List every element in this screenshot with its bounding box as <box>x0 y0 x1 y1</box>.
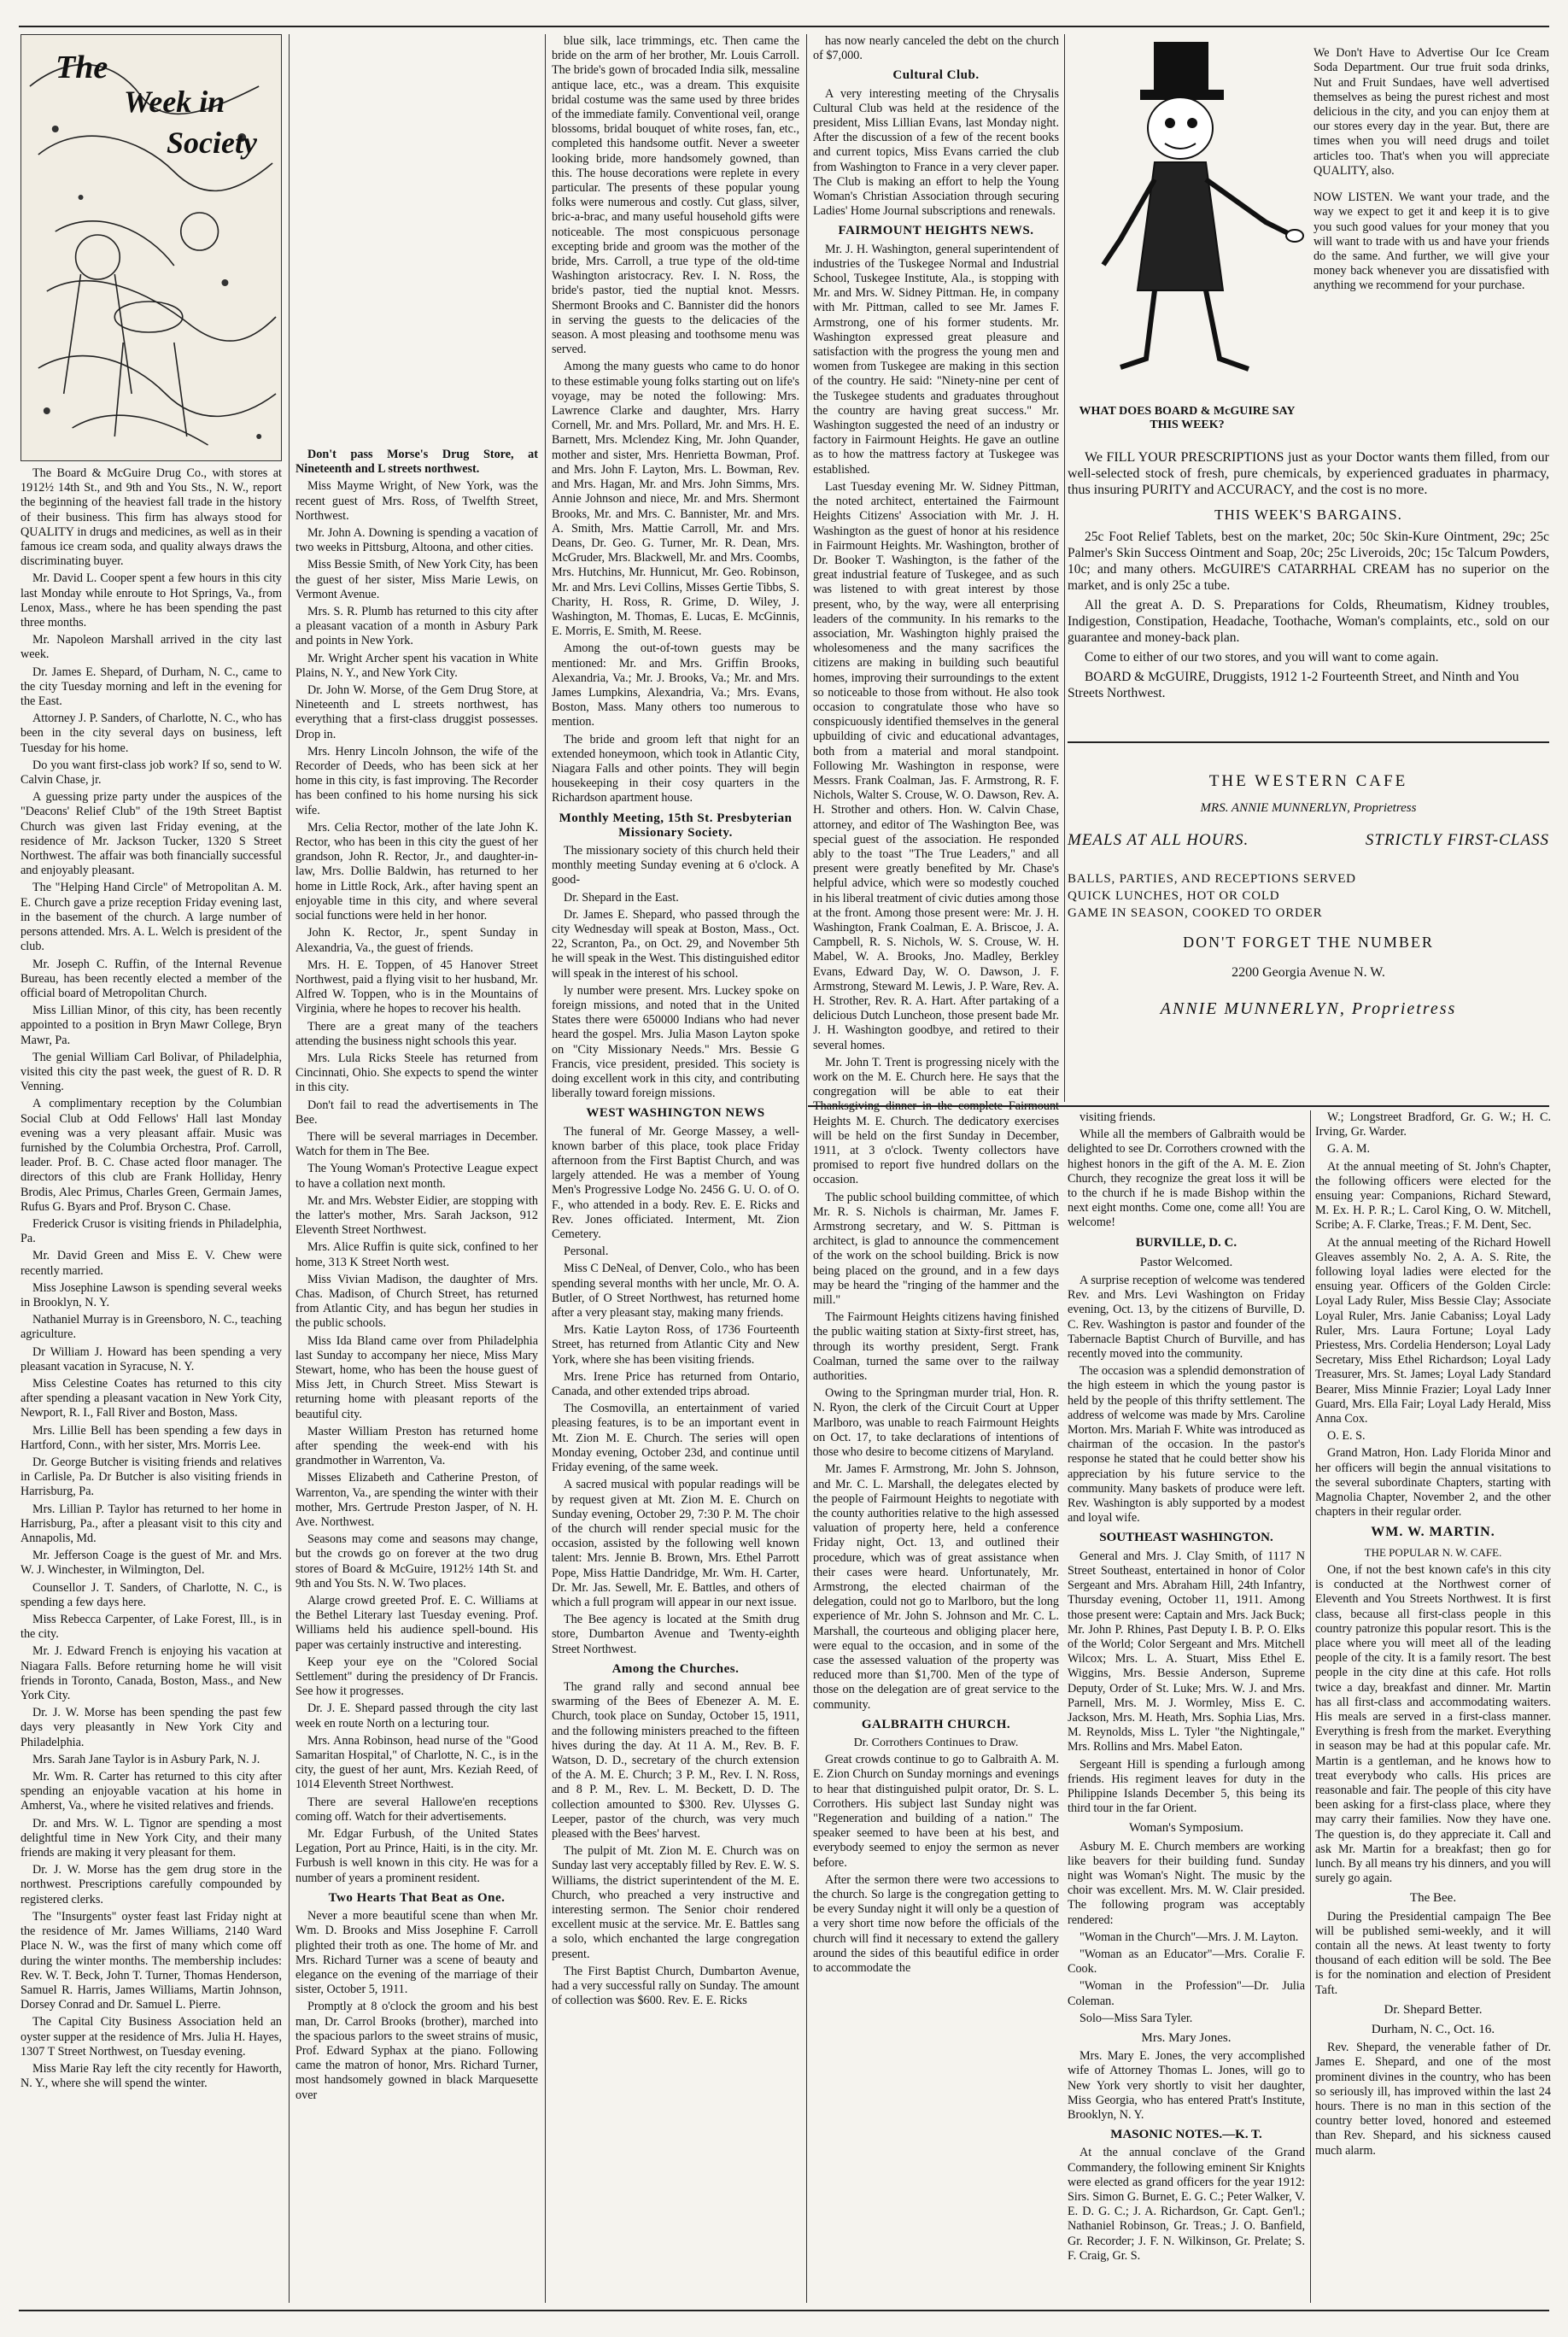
paragraph: Miss Lillian Minor, of this city, has been recently appointed to a position in Bryn Mawr College, Bryn Mawr, Pa. <box>20 1004 282 1047</box>
paragraph: Miss C DeNeal, of Denver, Colo., who has been spending several months with her uncle, Mr. O. A. Butler, of O Street Northwest, has returned home after a very pleasant stay, making many friends. <box>552 1262 799 1321</box>
cafe-service-3: GAME IN SEASON, COOKED TO ORDER <box>1068 906 1323 920</box>
story-heading: Two Hearts That Beat as One. <box>328 1890 506 1905</box>
paragraph: Mr. David L. Cooper spent a few hours in this city last Monday while enroute to Hot Springs, Va., from Lenox, Mass., where he has been spending the past three months. <box>20 571 282 630</box>
column-1 <box>20 34 282 2303</box>
column-3 <box>552 34 799 2303</box>
paragraph: Miss Josephine Lawson is spending several weeks in Brooklyn, N. Y. <box>20 1280 282 1309</box>
martin-body <box>1315 1563 1551 1886</box>
column-5-body <box>1068 1110 1305 1231</box>
cafe-services <box>1068 870 1549 922</box>
paragraph: "Woman in the Church"—Mrs. J. M. Layton. <box>1079 1930 1299 1944</box>
paragraph: The occasion was a splendid demonstration of the high esteem in which the young pastor is held by the people of this thrifty settlement. The address of welcome was made by Mrs. Caroline Morton. Mrs. Mariah F. White was introduced as chairman of the occasion. In the pastor's response he stated that he could better show his appreciation by his future service to the community. Many baskets of produce were left. Rev. Washington is ably supported by a modest and loyal wife. <box>1068 1364 1305 1526</box>
paragraph: Personal. <box>564 1245 609 1259</box>
cafe-address: 2200 Georgia Avenue N. W. <box>1232 965 1385 980</box>
paragraph: Miss Ida Bland came over from Philadelphia last Sunday to accompany her niece, Miss Mary Stewart, home, who has been the house guest of Miss Jett, in Church Street. Miss Stewart is returning home with pleasant reports of the beautiful city. <box>295 1333 538 1421</box>
monthly-meeting-heading: Monthly Meeting, 15th St. Presbyterian Missionary Society. <box>559 811 793 840</box>
paragraph: Mr. Joseph C. Ruffin, of the Internal Revenue Bureau, has been recently elected a member of the official board of Metropolitan Church. <box>20 957 282 1000</box>
paragraph: Rev. Shepard, the venerable father of Dr. James E. Shepard, and one of the most prominent divines in the country, who has been so seriously ill, has improved within the last 24 hours. There is no man in this section of the country better loved, honored and esteemed than Rev. Shepard, and his sickness caused much alarm. <box>1315 2041 1551 2158</box>
paragraph: Mr. John A. Downing is spending a vacation of two weeks in Pittsburg, Altoona, and other cities. <box>295 526 538 555</box>
paragraph: Dr William J. Howard has been spending a very pleasant vacation in Syracuse, N. Y. <box>20 1344 282 1374</box>
paragraph: Mrs. Sarah Jane Taylor is in Asbury Park, N. J. <box>32 1752 260 1766</box>
cafe-number-line: DON'T FORGET THE NUMBER <box>1183 934 1434 951</box>
cafe-service-1: BALLS, PARTIES, AND RECEPTIONS SERVED <box>1068 872 1356 886</box>
paragraph: Dr. John W. Morse, of the Gem Drug Store, at Nineteenth and L streets northwest, has everything that a first-class druggist possesses. Drop in. <box>295 683 538 741</box>
paragraph: Dr. Shepard in the East. <box>564 890 679 905</box>
paragraph: Asbury M. E. Church members are working like beavers for their building fund. Sunday night was Woman's Night. The music by the choir was excellent. Mrs. M. W. Clair presided. The following program was acceptably rendered: <box>1068 1839 1305 1927</box>
top-rule <box>19 26 1549 27</box>
column-6 <box>1315 1110 1551 2303</box>
burville-heading: BURVILLE, D. C. <box>1135 1235 1237 1250</box>
paragraph: Mr. J. Edward French is enjoying his vacation at Niagara Falls. Before returning home he will visit friends in Toronto, Canada, Boston, Mass., and New York City. <box>20 1644 282 1703</box>
paragraph: Dr. James E. Shepard, who passed through the city Wednesday will speak at Boston, Mass., Oct. 22, Scranton, Pa., on Oct. 29, and November 5th he will speak in the West. This distinguished editor will speak in the interest of his school. <box>552 907 799 981</box>
paragraph: O. E. S. <box>1327 1429 1366 1444</box>
cartoon-caption: WHAT DOES BOARD & McGUIRE SAY THIS WEEK? <box>1079 405 1296 431</box>
paragraph: Seasons may come and seasons may change, but the crowds go on forever at the two drug stores of Board & McGuire, 1912½ 14th St. and 9th and You Sts. N. W. Two places. <box>295 1532 538 1590</box>
paragraph: Dr. James E. Shepard, of Durham, N. C., came to the city Tuesday morning and left in the evening for the East. <box>20 665 282 709</box>
martin-subheading: THE POPULAR N. W. CAFE. <box>1364 1545 1502 1559</box>
come-again: Come to either of our two stores, and you will want to come again. <box>1085 650 1439 665</box>
morse-drug-store-lead: Don't pass Morse's Drug Store, at Nineteenth and L streets northwest. <box>295 448 538 477</box>
paragraph: The Capital City Business Association held an oyster supper at the residence of Mrs. Julia H. Hayes, 1307 T Street Northwest, on Tuesday evening. <box>20 2015 282 2059</box>
southeast-heading: SOUTHEAST WASHINGTON. <box>1099 1531 1273 1545</box>
paragraph: The "Helping Hand Circle" of Metropolitan A. M. E. Church gave a prize reception Friday evening last, in the basement of the church. A large number of persons attended. Mrs. A. L. Welch is president of the club. <box>20 881 282 954</box>
paragraph: The First Baptist Church, Dumbarton Avenue, had a very successful rally on Sunday. The amount of collection was $600. Rev. E. E. Ricks <box>552 1964 799 2008</box>
paragraph: G. A. M. <box>1327 1142 1371 1157</box>
paragraph: blue silk, lace trimmings, etc. Then came the bride on the arm of her brother, Mr. Louis Carroll. The bride's gown of brocaded India silk, messaline antique lace, etc., was a dream. This exquisite bridal costume was the same used by three brides of the immediate family. Conventional veil, orange blossoms, bridal bouquet of white roses, fan, etc., completed this handsome outfit. Never a sweeter looking bride, more handsomely gowned, than this. The house decorations were replete in every particular. The presents of these popular young folks were numerous and costly. Cut glass, silver, bric-a-brac, and many useful household gifts were noticeable. The most conspicuous personage excepting bride and groom was the mother of the bride, Mrs. Carroll, a true type of the old-time Washington aristocracy. Rev. I. N. Ross, the bride's pastor, tied the nuptial knot. Messrs. Shermont Brooks and C. Bannister did the honors in serving the guests to the delicacies of the season. A most pleasing and toothsome menu was served. <box>552 34 799 357</box>
paragraph: The Cosmovilla, an entertainment of varied pleasing features, is to be an important event in Mt. Zion M. E. Church. The series will open Monday evening, October 23d, and continue until Friday evening, of the same week. <box>552 1402 799 1475</box>
paragraph: "Woman in the Profession"—Dr. Julia Coleman. <box>1068 1979 1305 2008</box>
paragraph: Among the out-of-town guests may be mentioned: Mr. and Mrs. Griffin Brooks, Alexandria, Va.; Mr. J. Brooks, Va.; Mr. and Mrs. James Lumpkins, Alexandria, Va.; Mrs. Evans, Boston, Mass. Many others too numerous to mention. <box>552 641 799 729</box>
cartoon-figure-icon <box>1069 34 1305 401</box>
cafe-name: THE WESTERN CAFE <box>1208 772 1408 790</box>
prescriptions-intro: We FILL YOUR PRESCRIPTIONS just as your Doctor wants them filled, from our well-selected stock of fresh, pure chemicals, by experienced graduates in pharmacy, thus insuring PURITY and ACCURACY, and the cost is no more. <box>1068 450 1549 497</box>
paragraph: Mr. Jefferson Coage is the guest of Mr. and Mrs. W. J. Winchester, in Wilmington, Del. <box>20 1549 282 1578</box>
southeast-body <box>1068 1549 1305 1817</box>
column-6-body <box>1315 1110 1551 1520</box>
column-5 <box>1068 1110 1305 2303</box>
bottom-rule <box>19 2310 1549 2311</box>
galbraith-subheading: Dr. Corrothers Continues to Draw. <box>853 1736 1019 1749</box>
paragraph: Mrs. Lula Ricks Steele has returned from Cincinnati, Ohio. She expects to spend the winter in this city. <box>295 1051 538 1095</box>
paragraph: Miss Mayme Wright, of New York, was the recent guest of Mrs. Ross, of Twelfth Street, Northwest. <box>295 479 538 523</box>
paragraph: The Board & McGuire Drug Co., with stores at 1912½ 14th St., and 9th and You Sts., N. W., report the beginning of the heaviest fall trade in the history of their business. This firm has always stood for QUALITY in drugs and medicines, as well as in their famous ice cream soda, and quality always draws the discriminating buyer. <box>20 466 282 569</box>
paragraph: We Don't Have to Advertise Our Ice Cream Soda Department. Our true fruit soda drinks, Nut and Fruit Sundaes, have well advertised themselves as being the purest richest and most delicious in the city, and you can enjoy them at our stores every day in the year. But, there are times when you will need drugs and toilet articles too. That's when you will appreciate QUALITY, also. <box>1313 46 1549 178</box>
churches-heading: Among the Churches. <box>611 1661 740 1676</box>
paragraph: Miss Rebecca Carpenter, of Lake Forest, Ill., is in the city. <box>20 1613 282 1642</box>
paragraph: Mrs. Alice Ruffin is quite sick, confined to her home, 313 K Street North west. <box>295 1240 538 1269</box>
paragraph: Mrs. Henry Lincoln Johnson, the wife of the Recorder of Deeds, who has been sick at her home in this city, is fast improving. The Recorder has been confined to his home nursing his sick wife. <box>295 744 538 817</box>
column-2-body <box>295 479 538 1885</box>
western-cafe-ad <box>1068 750 1549 1100</box>
paragraph: A very interesting meeting of the Chrysalis Cultural Club was held at the residence of the president, Miss Lillian Evans, last Monday night. After the discussion of a few of the recent books and current topics, Miss Evans carried the club from Washington to France in a very clever paper. The Club is making an effort to help the Young Woman's Christian Association through securing Ladies' Home Journal subscriptions and renewals. <box>813 86 1059 219</box>
symposium-body <box>1068 1840 1305 2026</box>
cartoon-illustration <box>1069 34 1305 401</box>
paragraph: Mr. John T. Trent is progressing nicely with the work on the M. E. Church here. He says that the congregation will be able to eat their Heights M. E. Church. The dedicatory exercises will be held on the first Sunday in December, 1911, at 3 o'clock. Twenty collectors have promised to report five hundred dollars on the occasion. <box>813 1055 1059 1187</box>
paragraph: Mrs. S. R. Plumb has returned to this city after a pleasant vacation of a month in Asbury Park and points in New York. <box>295 605 538 648</box>
paragraph: Miss Bessie Smith, of New York City, has been the guest of her sister, Miss Marie Lewis, on Vermont Avenue. <box>295 558 538 601</box>
paragraph: The Fairmount Heights citizens having finished the public waiting station at Sixty-first street, has, through its worthy president, Sergt. Frank Coalman, turned the same over to the railway authorities. <box>813 1310 1059 1384</box>
paragraph: The funeral of Mr. George Massey, a well-known barber of this place, took place Friday afternoon from the First Baptist Church, and was largely attended. He was a member of Young Men's Progressive Lodge No. 2456 G. U. O. of O. F., who attended in a body. Rev. E. E. Ricks and Rev. Jones officiated. Interment, Mt. Zion Cemetery. <box>552 1124 799 1242</box>
paragraph: General and Mrs. J. Clay Smith, of 1117 N Street Southeast, entertained in honor of Color Sergeant and Mrs. Abraham Hill, 24th Infantry, Thursday evening, October 11, 1911. Among those present were: Captain and Mrs. Jack Buck; Mr. John P. Rhines, Past Deputy I. B. P. O. Elks of the World; Color Sergeant and Mrs. Mitchell Wilcox; Mrs. L. A. Stuart, Miss Ethel E. Wiggins, Mrs. Bessie Anderson, Supreme Deputy, Order of St. Luke; Mrs. W. J. and Mrs. Parnell, Mrs. M. J. Wormley, Miss E. C. Jackson, Mrs. M. Heath, Mrs. Sophia Lias, Mrs. M. Reynolds, Miss L. Tyler "the Nightingale," Mrs. Rollins and Mrs. Mabel Eaton. <box>1068 1549 1305 1754</box>
shepard-heading: Dr. Shepard Better. <box>1384 2002 1483 2017</box>
masthead-society: Society <box>167 126 257 160</box>
paragraph: The pulpit of Mt. Zion M. E. Church was on Sunday last very acceptably filled by Rev. E. W. S. Williams, the district superintendent of the M. E. Church, who preached a very instructive and interesting sermon. The Senior choir rendered excellent music at the service. Mr. E. Battles sang a solo, which enchanted the large congregation present. <box>552 1844 799 1961</box>
paragraph: The Young Woman's Protective League expect to have a collation next month. <box>295 1162 538 1191</box>
paragraph: After the sermon there were two accessions to the church. So large is the congregation getting to be every Sunday night it will only be a question of a very short time now before the officials of the church will find it necessary to extend the gallery around the sides of this beautiful edifice in order to accommodate the <box>813 1872 1059 1975</box>
ad-bottom-rule <box>808 1105 1549 1107</box>
paragraph: At the annual conclave of the Grand Commandery, the following eminent Sir Knights were elected as grand officers for the year 1912: Sirs. Simon G. Burnet, E. G. C.; Peter Walker, V. E. D. G. C.; J. A. Richardson, Gr. Capt. Gen'l.; Nathaniel Robinson, Gr. Treas.; J. O. Banfield, Gr. Recorder; J. F. N. Wilkinson, Gr. Prelate; S. F. Craig, Gr. S. <box>1068 2146 1305 2263</box>
paragraph: While all the members of Galbraith would be delighted to see Dr. Corrothers crowned with the highest honors in the gift of the A. M. E. Zion Church, they recognize the great loss it will be to the church if he is made Bishop within the next eight months. Come one, come all! You are welcome! <box>1068 1128 1305 1230</box>
column-divider <box>289 34 290 2303</box>
column-divider <box>1064 34 1065 1102</box>
paragraph: Never a more beautiful scene than when Mr. Wm. D. Brooks and Miss Josephine F. Carroll plighted their troth as one. The home of Mr. and Mrs. Richard Turner was a scene of beauty and elegance on the evening of the marriage of their sister, October 5, 1911. <box>295 1909 538 1997</box>
paragraph: Last Tuesday evening Mr. W. Sidney Pittman, the noted architect, entertained the Fairmount Heights Citizens' Association with Mr. J. H. Washington as the guest of honor at his residence in Fairmount Heights. Mr. Washington, brother of Dr. Booker T. Washington, is the father of the great industrial feature of Tuskegee, and as such was listened to with great interest by those present, who, by the way, were all enterprising leaders of the community. In his remarks to the association, Mr. Washington highly praised the wholesomeness and the many sacrifices the citizens are making in building such beautiful homes, improving their surroundings to the extent so noticeable to those from without. He also took occasion to congratulate those who have so conspicuously identified themselves in the general upbuilding of civic and educational advantages, both from a material and moral standpoint. Following Mr. Washington in response, were Messrs. Frank Coalman, Jas. F. Armstrong, R. F. Nichols, Walter S. Crouse, W. O. Dawson, Rev. A. H. Strother and others. Hon. W. Calvin Chase, attorney, and editor of The Washington Bee, was special guest of the association. He responded ably to the toast "The True Leaders," and all present were greatly benefited by Mr. Chase's helpful advice, which were so modestly couched in his liberal treatment of civic duties among those at the front. Among those present were: Mr. J. H. Washington, Frank Coalman, E. A. Briscoe, J. A. Campbell, R. S. Nichols, W. S. Crouse, W. H. Mabel, W. A. Brooks, Jno. Madley, Berkley Evans, Edward Day, W. O. Dawson, J. F. Armstrong, Steward M. Lewis, J. P. Ware, Rev. A. H. Strother, Rev. R. A. Hart. After partaking of a delicious Dutch Luncheon, those present bade Mr. J. H. Washington goodbye, and retired to their several homes. <box>813 479 1059 1052</box>
paragraph: Dr. J. E. Shepard passed through the city last week en route North on a lecturing tour. <box>295 1702 538 1731</box>
paragraph: Mrs. Lillie Bell has been spending a few days in Hartford, Conn., with her sister, Mrs. Morris Lee. <box>20 1423 282 1452</box>
paragraph: Mr. Wright Archer spent his vacation in White Plains, N. Y., and New York City. <box>295 651 538 680</box>
paragraph: Keep your eye on the "Colored Social Settlement" during the presidency of Dr Francis. See how it progresses. <box>295 1655 538 1699</box>
paragraph: Mr. and Mrs. Webster Eidier, are stopping with the latter's mother, Mrs. Sarah Jackson, 912 Eleventh Street Northwest. <box>295 1193 538 1238</box>
paragraph: Master William Preston has returned home after spending the week-end with his grandmother in Warrenton, Va. <box>295 1424 538 1468</box>
shepard-subheading: Durham, N. C., Oct. 16. <box>1371 2022 1495 2036</box>
column-divider <box>1310 1110 1311 2303</box>
board-signature: BOARD & McGUIRE, Druggists, 1912 1-2 Fourteenth Street, and Ninth and You Streets Northwest. <box>1068 670 1519 700</box>
paragraph: Great crowds continue to go to Galbraith A. M. E. Zion Church on Sunday mornings and evenings to hear that distinguished pulpit orator, Dr. S. L. Corrothers. His subject last Sunday night was "Regeneration and building of a nation." The speaker seemed to have been at his best, and everybody seemed to enjoy the sermon as never before. <box>813 1753 1059 1870</box>
paragraph: Among the many guests who came to do honor to these estimable young folks starting out on life's voyage, may be noted the following: Mrs. Lawrence Clarke and daughter, Mrs. Harry Cornell, Mr. and Mrs. Pollard, Mr. and Mrs. H. E. Barnett, Mrs. Mclendez King, Mr. John Quander, mother and sister, Mrs. Henrietta Bowman, Prof. and Mrs. John F. Layton, Mrs. L. Bowman, Rev. and Mrs. Hagan, Mr. and Mrs. John Simms, Mrs. Annie Johnson and niece, Mr. and Mrs. Shermont Brooks, Mr. and Mrs. C. Bannister, Mr. and Mrs. A. Smith, Mrs. Mattie Carroll, Mr. and Mrs. Deans, Dr. Geo. G. Turner, Mr. R. Dean, Mrs. McGruder, Mrs. Blackwell, Mr. and Mrs. Coombs, Mrs. Hutchins, Mr. Hunnicut, Mr. Geo. Robinson, Mr. and Mrs. Levi Collins, Misses Gertie Tibbs, S. Charity, H. Ross, R. Grime, D. Wiley, J. Washington, M. Thomas, E. Lucas, E. McGinnis, E. Morris, E. Smith, M. Reese. <box>552 360 799 639</box>
masthead-week-in: Week in <box>124 85 225 119</box>
fairmount-body <box>813 243 1059 1713</box>
paragraph: Mrs. Lillian P. Taylor has returned to her home in Harrisburg, Pa., after a pleasant visit to this city and Annapolis, Md. <box>20 1502 282 1546</box>
west-washington-body <box>552 1125 799 1657</box>
paragraph: Sergeant Hill is spending a furlough among friends. His regiment leaves for duty in the Philippine Islands December 5, this being its third tour in the far Orient. <box>1068 1757 1305 1816</box>
paragraph: Dr. J. W. Morse has the gem drug store in the northwest. Prescriptions carefully compounded by registered clerks. <box>20 1863 282 1906</box>
paragraph: Promptly at 8 o'clock the groom and his best man, Dr. Carrol Brooks (brother), marched into the spacious parlors to the sweet strains of music, Prof. Edward Syphax at the piano. Following came the matron of honor, Mrs. Richard Turner, most handsomely gowned in black Marquesette over <box>295 2000 538 2102</box>
paragraph: The bride and groom left that night for an extended honeymoon, which took in Atlantic City, Niagara Falls and other points. They will begin housekeeping in their cosy quarters in the Richardson apartment house. <box>552 732 799 805</box>
paragraph: There are several Hallowe'en receptions coming off. Watch for their advertisements. <box>295 1795 538 1824</box>
paragraph: Mr. J. H. Washington, general superintendent of industries of the Tuskegee Normal and Industrial School, Tuskegee Institute, Ala., is stopping with Mr. and Mrs. W. Sidney Pittman. He, in company with Mr. Pittman, called to see Mr. James F. Armstrong, one of his former students. Mr. Washington expressed great pleasure and satisfaction with the progress the young men and women from Tuskegee are making in this section of the country. He said: "Ninety-nine per cent of the Tuskegee students and graduates throughout the country are having great success." Mr. Washington suggested the need of an industry or factory in Fairmount Heights. He gave an outline as to how the mattress factory at Tuskegee was established. <box>813 242 1059 477</box>
galbraith-body <box>813 1753 1059 1976</box>
cafe-service-2: QUICK LUNCHES, HOT OR COLD <box>1068 889 1280 903</box>
paragraph: Mrs. Celia Rector, mother of the late John K. Rector, who has been in this city the guest of her grandson, John R. Rector, Jr., and daughter-in-law, Mrs. Dollie Baldwin, has returned to her home in Little Rock, Ark., after having spent an enjoyable time in this city, and where several social functions were held in her honor. <box>295 820 538 923</box>
ice-cream-ad <box>1313 34 1549 436</box>
paragraph: Mr. David Green and Miss E. V. Chew were recently married. <box>20 1249 282 1278</box>
paragraph: There are a great many of the teachers attending the business night schools this year. <box>295 1019 538 1048</box>
paragraph: A sacred musical with popular readings will be by request given at Mt. Zion M. E. Church on Sunday evening, October 29, 7:30 P. M. The choir of the church will render special music for the occasion, assisted by the following well known talent: Mrs. Jennie B. Brown, Mrs. Ethel Parrott Pope, Miss Hattie Dandridge, Mr. Wm. H. Carter, Dr. Mr. Jas. Sewell, Mr. E. Battles, and others of which a full program will appear in our next issue. <box>552 1478 799 1609</box>
paragraph: Attorney J. P. Sanders, of Charlotte, N. C., who has been in the city several days on business, left Tuesday for his home. <box>20 712 282 755</box>
paragraph: visiting friends. <box>1079 1110 1156 1124</box>
paragraph: Nathaniel Murray is in Greensboro, N. C., teaching agriculture. <box>20 1313 282 1342</box>
paragraph: ly number were present. Mrs. Luckey spoke on foreign missions, and noted that in the United States there were 650000 Indians who had never heard the gospel. Mrs. Julia Mason Layton spoke on "City Missionary Needs." Mrs. Bessie G Francis, vice president, presided. This society is doing excellent work in this city, and contributing liberally toward foreign missions. <box>552 983 799 1101</box>
paragraph: Mrs. H. E. Toppen, of 45 Hanover Street Northwest, paid a flying visit to her husband, Mr. Alfred W. Toppen, who is in the Mountains of Virginia, where he hopes to recover his health. <box>295 958 538 1016</box>
paragraph: The genial William Carl Bolivar, of Philadelphia, visited this city the past week, the guest of R. D. R Venning. <box>20 1050 282 1094</box>
paragraph: W.; Longstreet Bradford, Gr. G. W.; H. C. Irving, Gr. Warder. <box>1315 1110 1551 1139</box>
paragraph: NOW LISTEN. We want your trade, and the way we expect to get it and keep it is to give you such good values for your money that you will want to trade with us and have your friends do the same. And further, we will give your money back whenever you are dissatisfied with anything we recommend for your purchase. <box>1313 190 1549 293</box>
masonic-heading: MASONIC NOTES.—K. T. <box>1110 2128 1262 2142</box>
cafe-proprietress-line: MRS. ANNIE MUNNERLYN, Proprietress <box>1200 801 1417 815</box>
paragraph: "Woman as an Educator"—Mrs. Coralie F. Cook. <box>1068 1947 1305 1977</box>
paragraph: Dr. and Mrs. W. L. Tignor are spending a most delightful time in New York City, and their many friends are making it very pleasant for them. <box>20 1816 282 1860</box>
paragraph: John K. Rector, Jr., spent Sunday in Alexandria, Va., the guest of friends. <box>295 926 538 955</box>
paragraph: Miss Marie Ray left the city recently for Haworth, N. Y., where she will spend the winter. <box>20 2061 282 2091</box>
paragraph: Mr. Napoleon Marshall arrived in the city last week. <box>20 633 282 662</box>
paragraph: Grand Matron, Hon. Lady Florida Minor and her officers will begin the annual visitations to the several subordinate Chapters, starting with Magnolia Chapter, November 2, and the other chapters in their regular order. <box>1315 1446 1551 1520</box>
monthly-meeting-body <box>552 844 799 1101</box>
martin-heading: WM. W. MARTIN. <box>1371 1525 1495 1540</box>
bee-body <box>1315 1910 1551 1998</box>
burville-subheading: Pastor Welcomed. <box>1139 1255 1233 1269</box>
column-3-body <box>552 34 799 806</box>
paragraph: The missionary society of this church held their monthly meeting Sunday evening at 6 o'clock. A good- <box>552 843 799 887</box>
cafe-meals: MEALS AT ALL HOURS. <box>1068 831 1249 849</box>
cafe-signature: ANNIE MUNNERLYN, Proprietress <box>1160 999 1457 1018</box>
paragraph: Don't fail to read the advertisements in The Bee. <box>295 1098 538 1127</box>
column-4-body <box>813 34 1059 63</box>
column-divider <box>806 34 807 2303</box>
paragraph: Solo—Miss Sara Tyler. <box>1079 2011 1193 2025</box>
paragraph: A guessing prize party under the auspices of the "Deacons' Relief Club" of the 19th Street Baptist Church was given last Friday evening, at the residence of Mr. Jackson Tucker, 1320 S Street Northwest. The affair was both financially successful and enjoyably pleasant. <box>20 790 282 878</box>
paragraph: Misses Elizabeth and Catherine Preston, of Warrenton, Va., are spending the winter with their mother, Mrs. Gertrude Preston Jasper, of N. H. Ave. Northwest. <box>295 1471 538 1530</box>
paragraph: A complimentary reception by the Columbian Social Club at Odd Fellows' Hall last Monday evening was a very pleasant affair. Music was furnished by the Columbia Orchestra, Prof. Carroll, leader. Prof. B. C. Chase acted floor manager. The directors of this club are Frank Holliday, Henry Brodis, Alec Primus, Charles Green, Germain James, Rufus G. Byars and Prof. Bryson C. Chase. <box>20 1097 282 1214</box>
paragraph: Mrs. Anna Robinson, head nurse of the "Good Samaritan Hospital," of Charlotte, N. C., is in the city, the guest of her aunt, Mrs. Keziah Reed, of 1014 Eleventh Street Northwest. <box>295 1733 538 1792</box>
west-washington-heading: WEST WASHINGTON NEWS <box>586 1106 765 1121</box>
ad-divider-rule <box>1068 741 1549 743</box>
paragraph: At the annual meeting of St. John's Chapter, the following officers were elected for the ensuing year: Companions, Richard Steward, M. Ex. H. P. R.; L. Carol King, O. W. Mitchell, Scribe; A. F. Clarke, Treas.; F. M. Dent, Sec. <box>1315 1159 1551 1233</box>
churches-body <box>552 1680 799 2008</box>
column-4 <box>813 34 1059 2303</box>
paragraph: At the annual meeting of the Richard Howell Gleaves assembly No. 2, A. A. S. Rite, the following loyal ladies were elected for the ensuing year. Officers of the Golden Circle: Loyal Lady Ruler, Miss Bessie Clay; Associate Loyal Ruler, Mrs. Janie Cabaniss; Loyal Lady Ruler, Mrs. Laura Fortune; Loyal Lady Priestess, Mrs. Cordelia Henderson; Loyal Lady Secretary, Miss Ethel Richardson; Loyal Lady Treasurer, Mrs. St. James; Loyal Lady Standard Bearer, Miss Minnie Frazier; Loyal Lady Inner Guard, Mrs. Ella Fair; Loyal Lady Herald, Miss Anna Cox. <box>1315 1235 1551 1426</box>
galbraith-heading: GALBRAITH CHURCH. <box>861 1717 1011 1731</box>
paragraph: Dr. George Butcher is visiting friends and relatives in Carlisle, Pa. Dr Butcher is also visiting friends in Harrisburg, Pa. <box>20 1456 282 1499</box>
cultural-club-body <box>813 87 1059 220</box>
jones-heading: Mrs. Mary Jones. <box>1141 2030 1232 2045</box>
column-divider <box>545 34 546 2303</box>
paragraph: Alarge crowd greeted Prof. E. C. Williams at the Bethel Literary last Tuesday evening. Prof. Williams held his audience spell-bound. His paper was certainly instructive and interesting. <box>295 1594 538 1652</box>
paragraph: One, if not the best known cafe's in this city is conducted at the Northwest corner of Eleventh and You Streets Northwest. It is first class, because all first-class people in this country patronize this popular resort. This is the place where you will meet all of the leading people of the city. It is a family resort. The best people in the city dine at this cafe. Hot rolls twice a day, breakfast and dinner. Mr. Martin has all first-class and accommodating waiters. His meals are served in a first-class manner. Everything is fresh from the market. Everything in season may be had at this popular cafe. Mr. Martin is a gentleman, and he knows how to treat everybody who calls. His prices are reasonable and fair. The people of this city have been asking for a first-class place, where they may carry their families. Now they have one. The question is, do they appreciate it. Call and ask Mr. Martin for a breakfast; then go for lunch. By all means try his dinners, and you will surely go again. <box>1315 1562 1551 1886</box>
paragraph: Do you want first-class job work? If so, send to W. Calvin Chase, jr. <box>20 758 282 788</box>
paragraph: A surprise reception of welcome was tendered Rev. and Mrs. Levi Washington on Friday evening, Oct. 13, by the citizens of Burville, D. C. Rev. Washington is pastor and founder of the Tabernacle Baptist Church of Burville, and has recently moved into the community. <box>1068 1274 1305 1362</box>
fairmount-heading: FAIRMOUNT HEIGHTS NEWS. <box>838 224 1034 238</box>
paragraph: Mr. Wm. R. Carter has returned to this city after spending an enjoyable vacation at his home in Amherst, Va., where he visited relatives and friends. <box>20 1770 282 1813</box>
board-mcguire-ad <box>1068 437 1549 701</box>
paragraph: Miss Celestine Coates has returned to this city after spending a pleasant vacation in New York City, Newport, R. I., Fall River and Boston, Mass. <box>20 1376 282 1420</box>
paragraph: Dr. J. W. Morse has been spending the past few days very pleasantly in New York City and Philadelphia. <box>20 1706 282 1749</box>
paragraph: Mr. Edgar Furbush, of the United States Legation, Port au Prince, Haiti, is in the city. Mr. Furbush is well known in this city. He was for a number of years a prominent resident. <box>295 1827 538 1885</box>
bee-heading: The Bee. <box>1409 1891 1457 1906</box>
masthead-the: The <box>56 50 108 85</box>
paragraph: Mrs. Irene Price has returned from Ontario, Canada, and other extended trips abroad. <box>552 1369 799 1399</box>
masonic-body <box>1068 2146 1305 2264</box>
burville-body <box>1068 1274 1305 1526</box>
paragraph: The public school building committee, of which Mr. R. S. Nichols is chairman, Mr. James F. Armstrong secretary, and W. S. Pittman is architect, is glad to announce the commencement of the work on the school building. Brick is now being placed on the ground, and in a few days may be heard the "ringing of the hammer and the mill." <box>813 1190 1059 1308</box>
paragraph: The grand rally and second annual bee swarming of the Bees of Ebenezer A. M. E. Church, took place on Sunday, October 15, 1911, and the following ministers preached to the fifteen hives during the day. At 11 A. M., Rev. B. F. Watson, D. D., secretary of the church extension of the A. M. E. Church; 3 P. M., Rev. I. N. Ross, and 8 P. M., Rev. L. M. Beckett, D. D. The collection amounted to $300. Rev. Ulysses G. Leeper, pastor of the church, was very much pleased with the Bees' harvest. <box>552 1679 799 1841</box>
paragraph: has now nearly canceled the debt on the church of $7,000. <box>813 34 1059 63</box>
cultural-club-heading: Cultural Club. <box>892 68 980 83</box>
paragraph: There will be several marriages in December. Watch for them in The Bee. <box>295 1129 538 1159</box>
column-2 <box>295 34 538 2303</box>
column-2-story <box>295 1909 538 2103</box>
paragraph: Mr. James F. Armstrong, Mr. John S. Johnson, and Mr. C. L. Marshall, the delegates elected by the people of Fairmount Heights to negotiate with the county authorities relative to the high assessed valuation of property here, held a conference Friday night, Oct. 13, and outlined their procedure, which was of great assistance when their cases were heard. Unfortunately, Mr. Armstrong, the elected chairman of the delegation, could not go to Marlboro, but the long experience of Mr. John S. Johnson and Mr. C. L. Marshall, the courteous and obliging placer here, were equal to the occasion, and in some of the case the assessed valuation of the property was reduced more than $1,700. Men of the type of those on the delegation are of great service to the community. <box>813 1462 1059 1712</box>
bargains-heading: THIS WEEK'S BARGAINS. <box>1214 507 1402 523</box>
bargains-list: 25c Foot Relief Tablets, best on the market, 20c; 50c Skin-Kure Ointment, 29c; 25c Palmer's Skin Success Ointment and Soap, 20c; 25c Liveroids, 20c; 15c Talcum Powders, 10c; and many others. McGUIRE'S CATARRHAL CREAM has no superior on the market, and is only 25c a tube. <box>1068 530 1549 593</box>
ads-preparations: All the great A. D. S. Preparations for Colds, Rheumatism, Kidney troubles, Indigestion, Constipation, Headache, Toothache, Woman's complaints, etc., sold on our guarantee and money-back plan. <box>1068 598 1549 645</box>
paragraph: During the Presidential campaign The Bee will be published semi-weekly, and it will contain all the news. At least twenty to forty thousand of each edition will be sold. The Bee is for the nomination and election of President Taft. <box>1315 1909 1551 1997</box>
paragraph: The Bee agency is located at the Smith drug store, Dumbarton Avenue and Twenty-eighth Street Northwest. <box>552 1613 799 1656</box>
ice-cream-ad-body <box>1313 46 1549 293</box>
paragraph: Owing to the Springman murder trial, Hon. R. N. Ryon, the clerk of the Circuit Court at Upper Marlboro, was unable to reach Fairmount Heights on Oct. 17, to take declarations of intentions of those who desire to become citizens of Maryland. <box>813 1386 1059 1460</box>
paragraph: Miss Vivian Madison, the daughter of Mrs. Chas. Madison, of Church Street, has returned from Atlantic City, and has begun her studies in the public schools. <box>295 1272 538 1331</box>
jones-body <box>1068 2049 1305 2123</box>
column-1-body <box>20 466 282 2091</box>
symposium-heading: Woman's Symposium. <box>1128 1821 1243 1836</box>
masthead <box>20 34 282 461</box>
paragraph: Counsellor J. T. Sanders, of Charlotte, N. C., is spending a few days here. <box>20 1580 282 1609</box>
shepard-body <box>1315 2041 1551 2158</box>
paragraph: Mrs. Mary E. Jones, the very accomplished wife of Attorney Thomas L. Jones, will go to New York very shortly to visit her daughter, Miss Georgia, who has entered Pratt's Institute, Brooklyn, N. Y. <box>1068 2049 1305 2122</box>
paragraph: The "Insurgents" oyster feast last Friday night at the residence of Mr. James Williams, 2140 Ward Place N. W., was the first of many which come off during the winter months. The membership includes: Rev. W. T. Beck, John T. Turner, Thomas Henderson, Samuel R. Harris, James Williams, Martin Johnson, Dorsey Conrad and Dr. Samuel L. Pierre. <box>20 1909 282 2012</box>
paragraph: Mrs. Katie Layton Ross, of 1736 Fourteenth Street, has returned from Atlantic City and New York, where she has been visiting friends. <box>552 1323 799 1367</box>
cafe-strictly: STRICTLY FIRST-CLASS <box>1365 831 1549 849</box>
paragraph: Frederick Crusor is visiting friends in Philadelphia, Pa. <box>20 1216 282 1246</box>
